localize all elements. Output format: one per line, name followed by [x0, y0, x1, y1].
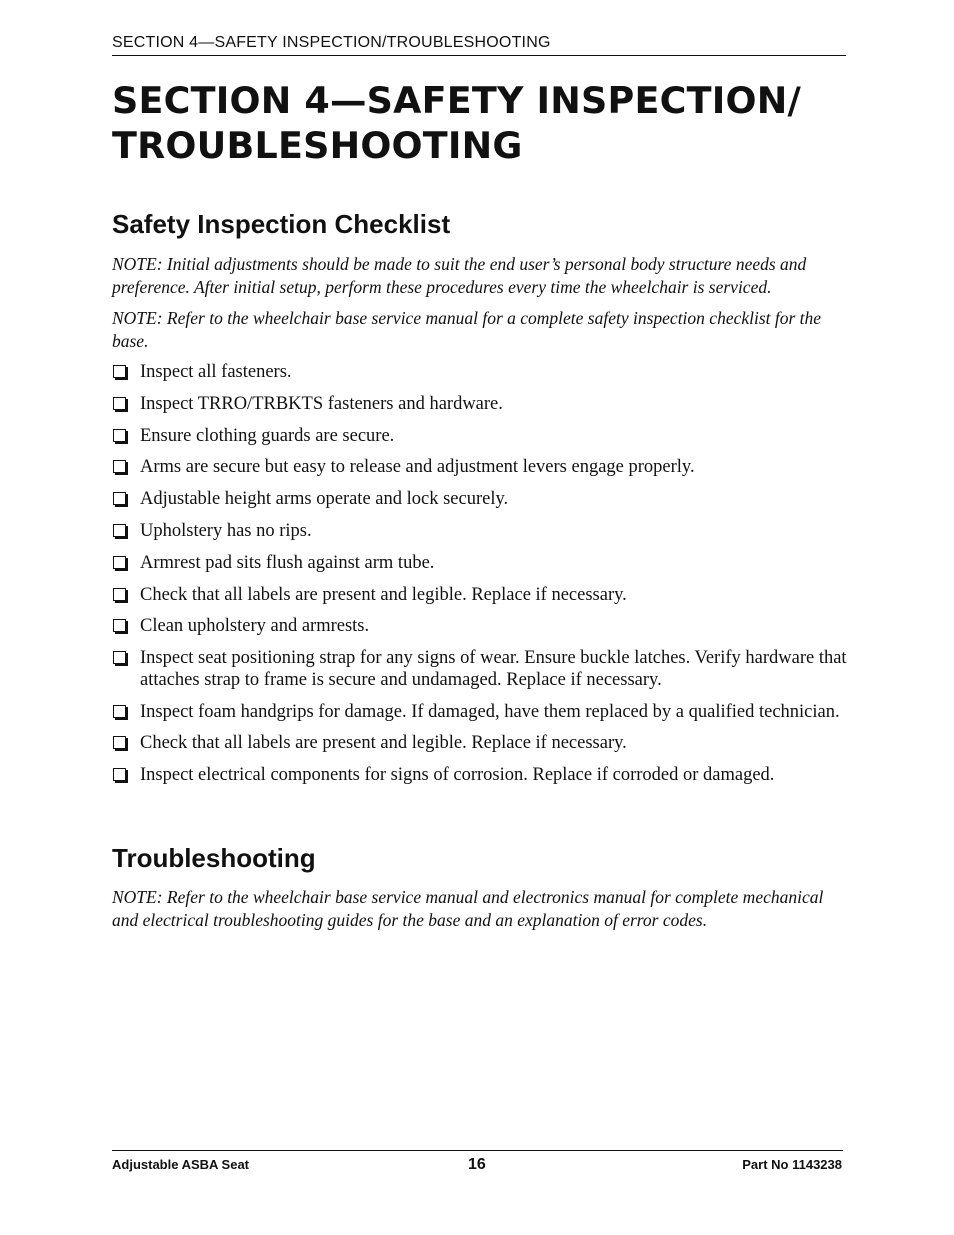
- section-title-line-2: TROUBLESHOOTING: [112, 124, 523, 167]
- checklist-item: [112, 732, 852, 754]
- checklist-item: [112, 552, 852, 574]
- checklist-item: [112, 520, 852, 542]
- checklist-item: [112, 764, 852, 786]
- checkbox-icon: [113, 397, 126, 410]
- footer-page-number: 16: [468, 1156, 486, 1173]
- checklist-item-text: Adjustable height arms operate and lock securely.: [140, 489, 509, 510]
- checklist-item-text: Upholstery has no rips.: [140, 520, 312, 541]
- checkbox-icon: [113, 651, 126, 664]
- checklist-item-text: Inspect electrical components for signs of corrosion. Replace if corroded or damaged.: [140, 764, 775, 785]
- checklist-item-text: Clean upholstery and armrests.: [140, 616, 370, 637]
- checklist-item: [112, 615, 852, 637]
- footer-part-number: Part No 1143238: [742, 1157, 842, 1172]
- base-manual-note: NOTE: Refer to the wheelchair base service manual for a complete safety inspection checklist for the base.: [112, 308, 822, 351]
- checklist-item: [112, 647, 852, 691]
- checkbox-icon: [113, 588, 126, 601]
- section-title-line-1: SECTION 4—SAFETY INSPECTION/: [112, 79, 801, 122]
- checkbox-icon: [113, 429, 126, 442]
- checkbox-icon: [113, 524, 126, 537]
- checkbox-icon: [113, 365, 126, 378]
- checklist-item-text: Inspect seat positioning strap for any signs of wear. Ensure buckle latches. Verify hardware that attaches strap to frame is secure and undamaged. Replace if necessary.: [140, 648, 847, 691]
- checklist-item: [112, 701, 852, 723]
- checklist-item-text: Inspect foam handgrips for damage. If damaged, have them replaced by a qualified technician.: [140, 701, 840, 722]
- footer-product-name: Adjustable ASBA Seat: [112, 1157, 250, 1172]
- safety-checklist-heading: Safety Inspection Checklist: [112, 209, 451, 239]
- checklist-item-text: Inspect all fasteners.: [140, 362, 292, 382]
- checklist-item-text: Inspect TRRO/TRBKTS fasteners and hardware.: [140, 393, 503, 414]
- troubleshooting-heading: Troubleshooting: [112, 843, 316, 873]
- checklist-item-text: Check that all labels are present and legible. Replace if necessary.: [140, 733, 627, 754]
- checklist-item-text: Ensure clothing guards are secure.: [140, 425, 395, 446]
- checklist-item-text: Armrest pad sits flush against arm tube.: [140, 552, 435, 573]
- checklist-item: [112, 425, 852, 447]
- troubleshooting-note: NOTE: Refer to the wheelchair base service manual and electronics manual for complete mechanical and electrical troubleshooting guides for the base and an explanation of error codes.: [112, 887, 824, 930]
- checkbox-icon: [113, 705, 126, 718]
- footer-divider: [112, 1150, 843, 1151]
- checkbox-icon: [113, 492, 126, 505]
- checklist-item: [112, 393, 852, 415]
- checkbox-icon: [113, 619, 126, 632]
- checkbox-icon: [113, 460, 126, 473]
- initial-adjustments-note: NOTE: Initial adjustments should be made to suit the end user’s personal body structure needs and preference. After initial setup, perform these procedures every time the wheelchair is serviced.: [112, 254, 807, 297]
- checkbox-icon: [113, 768, 126, 781]
- checkbox-icon: [113, 556, 126, 569]
- checklist-item-text: Check that all labels are present and legible. Replace if necessary.: [140, 584, 627, 605]
- checklist-item-text: Arms are secure but easy to release and adjustment levers engage properly.: [140, 457, 695, 478]
- checklist-item: [112, 456, 852, 478]
- checklist-item: [112, 488, 852, 510]
- checklist-item: [112, 361, 852, 383]
- safety-checklist: [112, 361, 852, 796]
- running-header: SECTION 4—SAFETY INSPECTION/TROUBLESHOOTING: [112, 33, 846, 56]
- checkbox-icon: [113, 736, 126, 749]
- checklist-item: [112, 584, 852, 606]
- section-title: [112, 78, 872, 168]
